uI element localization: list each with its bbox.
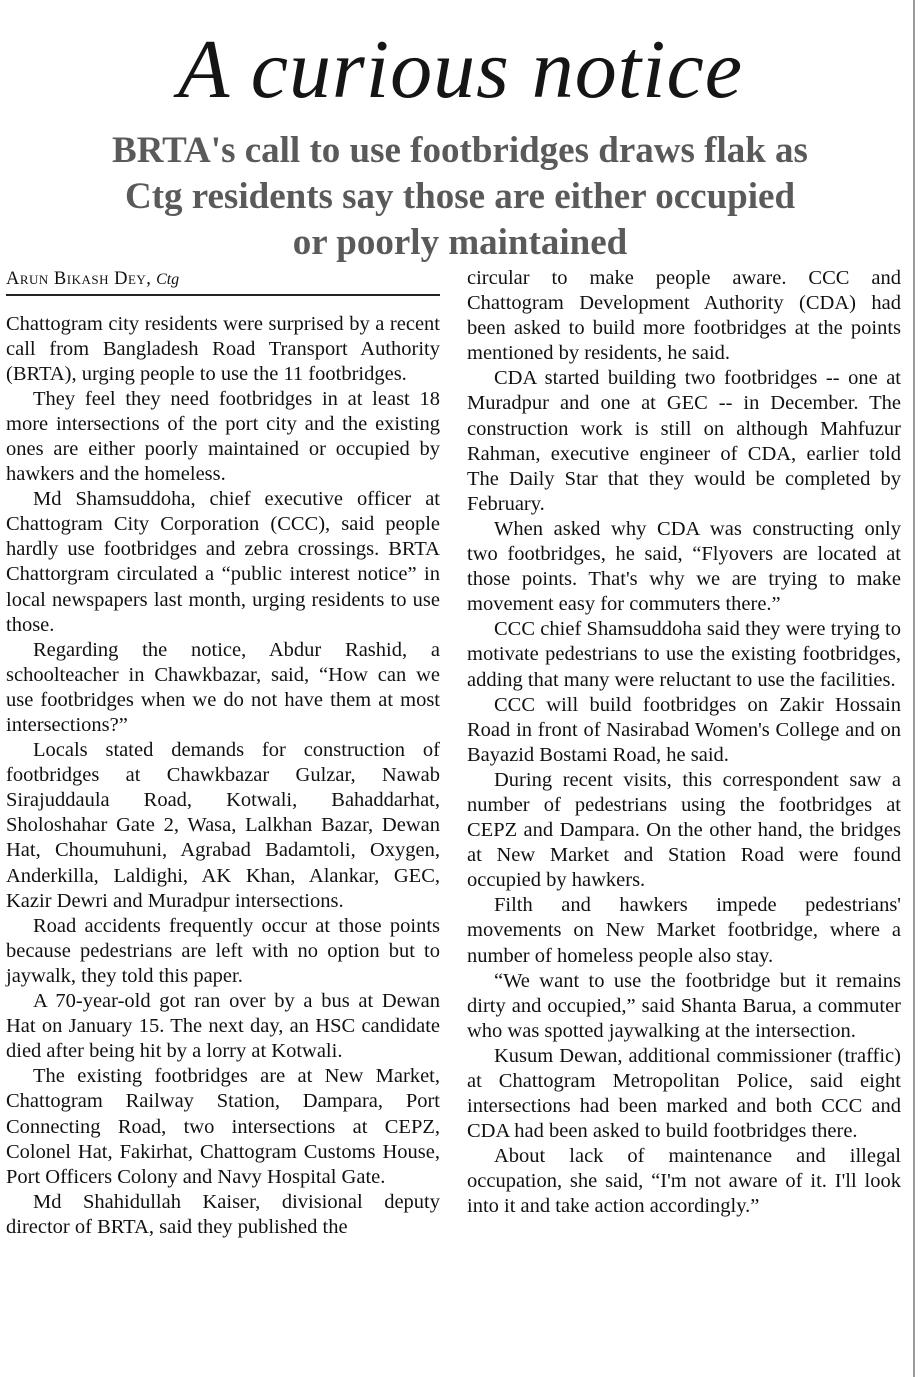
paragraph: Regarding the notice, Abdur Rashid, a schoolteacher in Chawkbazar, said, “How can we use footbridges when we do not have them at most intersections?” [6,638,440,736]
paragraph: circular to make people aware. CCC and Chattogram Development Authority (CDA) had been asked to build more footbridges at the points mentioned by residents, he said. [467,267,901,365]
subheadline [30,128,890,266]
article-column-right [467,266,901,1220]
article-column-left [6,266,440,1240]
paragraph: Road accidents frequently occur at those points because pedestrians are left with no option but to jaywalk, they told this paper. [6,914,440,987]
subheadline-line-2: Ctg residents say those are either occupied [124,176,796,217]
headline: A curious notice [177,23,744,116]
subheadline-line-1: BRTA's call to use footbridges draws flak as [112,130,808,171]
byline [6,266,440,294]
paragraph: CCC chief Shamsuddoha said they were trying to motivate pedestrians to use the existing footbridges, adding that many were reluctant to use the facilities. [467,618,901,691]
paragraph: They feel they need footbridges in at least 18 more intersections of the port city and the existing ones are either poorly maintained or occupied by hawkers and the homeless. [6,387,440,486]
paragraph: Locals stated demands for construction of footbridges at Chawkbazar Gulzar, Nawab Sirajuddaula Road, Kotwali, Bahaddarhat, Sholoshahar Gate 2, Wasa, Lalkhan Bazar, Dewan Hat, Choumuhuni, Agrabad Badamtoli, Oxygen, Anderkilla, Laldighi, AK Khan, Alankar, GEC, Kazir Dewri and Muradpur intersections. [6,739,440,912]
paragraph: When asked why CDA was constructing only two footbridges, he said, “Flyovers are located at those points. That's why we are trying to make movement easy for commuters there.” [467,517,901,616]
paragraph: CCC will build footbridges on Zakir Hossain Road in front of Nasirabad Women's College and on Bayazid Bostami Road, he said. [467,693,901,766]
paragraph: Kusum Dewan, additional commissioner (traffic) at Chattogram Metropolitan Police, said eight intersections had been marked and both CCC and CDA had been asked to build footbridges there. [467,1044,901,1143]
page-edge-line [913,0,915,1377]
paragraph: Filth and hawkers impede pedestrians' movements on New Market footbridge, where a number of homeless people also stay. [467,894,901,967]
byline-divider [6,294,440,296]
paragraph: CDA started building two footbridges -- one at Muradpur and one at GEC -- in December. The construction work is still on although Mahfuzur Rahman, executive engineer of CDA, earlier told The Daily Star that they would be completed by February. [467,367,901,515]
byline-author: Arun Bikash Dey, [6,269,152,289]
paragraph: Md Shahidullah Kaiser, divisional deputy director of BRTA, said they published the [6,1190,440,1238]
paragraph: During recent visits, this correspondent saw a number of pedestrians using the footbridges at CEPZ and Dampara. On the other hand, the bridges at New Market and Station Road were found occupied by hawkers. [467,768,901,892]
paragraph: About lack of maintenance and illegal occupation, she said, “I'm not aware of it. I'll look into it and take action accordingly.” [467,1145,901,1218]
byline-location: Ctg [156,271,180,288]
paragraph: The existing footbridges are at New Market, Chattogram Railway Station, Dampara, Port Connecting Road, two intersections at CEPZ, Colonel Hat, Fakirhat, Chattogram Customs House, Port Officers Colony and Navy Hospital Gate. [6,1065,440,1188]
subheadline-line-3: or poorly maintained [292,222,628,263]
paragraph: Md Shamsuddoha, chief executive officer at Chattogram City Corporation (CCC), said people hardly use footbridges and zebra crossings. BRTA Chattorgram circulated a “public interest notice” in local newspapers last month, urging residents to use those. [6,488,440,636]
paragraph: Chattogram city residents were surprised by a recent call from Bangladesh Road Transport Authority (BRTA), urging people to use the 11 footbridges. [6,312,440,385]
paragraph: A 70-year-old got ran over by a bus at Dewan Hat on January 15. The next day, an HSC candidate died after being hit by a lorry at Kotwali. [6,990,440,1063]
paragraph: “We want to use the footbridge but it remains dirty and occupied,” said Shanta Barua, a commuter who was spotted jaywalking at the intersection. [467,969,901,1042]
